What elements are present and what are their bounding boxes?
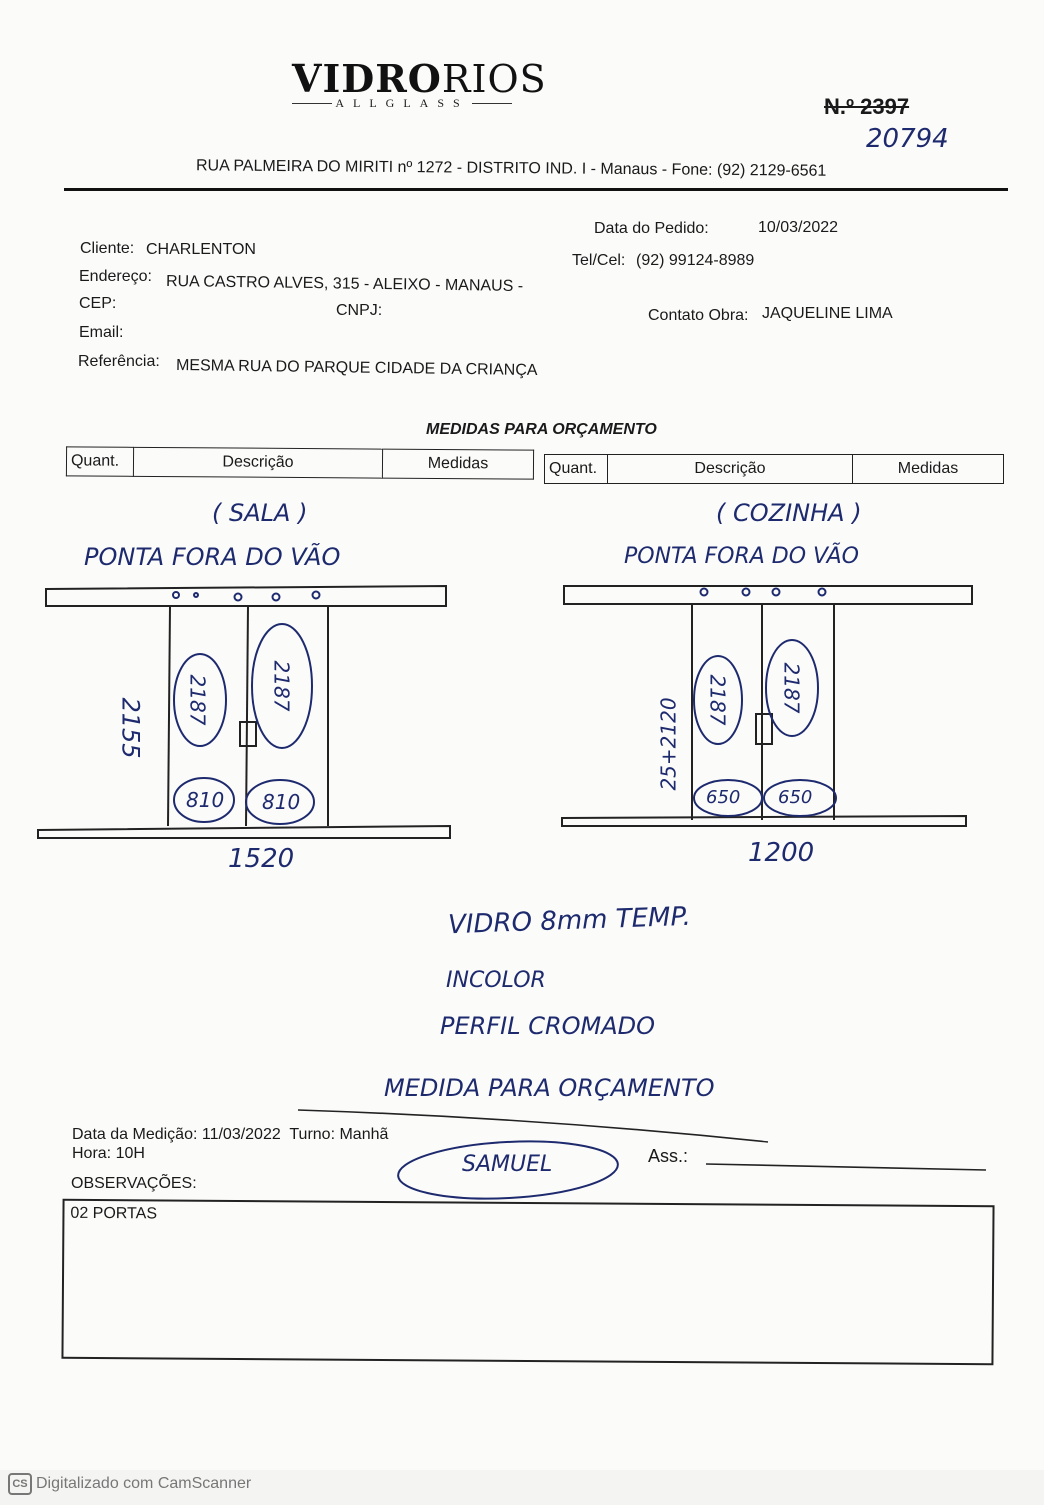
left-panel-width-2: 810	[262, 790, 301, 814]
left-room-label: ( SALA )	[212, 499, 308, 527]
quant-header: Quant.	[66, 447, 133, 476]
note-profile: PERFIL CROMADO	[440, 1012, 656, 1040]
right-panel-width-1: 650	[706, 787, 741, 808]
left-note: PONTA FORA DO VÃO	[84, 543, 341, 571]
quant-header: Quant.	[545, 455, 608, 484]
left-panel-width-1: 810	[186, 788, 225, 812]
address-value: RUA CASTRO ALVES, 315 - ALEIXO - MANAUS -	[165, 273, 524, 295]
note-color: INCOLOR	[446, 968, 546, 993]
left-height: 2155	[116, 697, 145, 759]
cep-label: CEP:	[79, 295, 117, 312]
note-budget: MEDIDA PARA ORÇAMENTO	[384, 1074, 715, 1102]
email-label: Email:	[79, 324, 124, 341]
reference-label: Referência:	[78, 353, 160, 370]
left-lock	[240, 722, 256, 746]
right-note: PONTA FORA DO VÃO	[624, 544, 859, 569]
measurement-date: Data da Medição: 11/03/2022 Turno: Manhã	[72, 1126, 389, 1143]
left-width: 1520	[228, 844, 295, 874]
right-panel-height-2: 2187	[779, 662, 804, 714]
site-contact-label: Contato Obra:	[648, 307, 749, 324]
phone-value: (92) 99124-8989	[636, 252, 755, 269]
right-bottom-rail	[562, 816, 966, 826]
observations-label: OBSERVAÇÕES:	[71, 1175, 197, 1192]
left-panel-height-2: 2187	[269, 660, 294, 712]
company-address: RUA PALMEIRA DO MIRITI nº 1272 - DISTRITO IND. I - Manaus - Fone: (92) 2129-6561	[195, 157, 827, 180]
logo-tagline: ALLGLASS	[292, 96, 512, 111]
right-lock	[756, 714, 772, 744]
description-header: Descrição	[133, 447, 382, 478]
signature: SAMUEL	[462, 1152, 553, 1177]
right-height: 25+2120	[656, 697, 681, 791]
observations-box	[61, 1199, 994, 1366]
measurement-time: Hora: 10H	[72, 1145, 145, 1162]
right-top-rail	[564, 586, 972, 604]
measures-header: Medidas	[853, 455, 1004, 484]
right-panel-height-1: 2187	[705, 674, 730, 726]
observations-text: 02 PORTAS	[70, 1204, 158, 1223]
section-title: MEDIDAS PARA ORÇAMENTO	[426, 421, 657, 438]
order-date-value: 10/03/2022	[758, 219, 839, 236]
address-label: Endereço:	[79, 268, 152, 285]
description-header: Descrição	[608, 455, 853, 484]
vidrorios-logo: VIDRORIOS	[292, 56, 547, 101]
right-panel-width-2: 650	[778, 787, 813, 808]
order-number-printed: N.º 2397	[824, 94, 910, 119]
signature-label: Ass.:	[648, 1146, 689, 1166]
right-room-label: ( COZINHA )	[716, 499, 862, 527]
camscanner-icon: CS	[8, 1473, 32, 1495]
left-panel-edge	[168, 606, 170, 826]
reference-value: MESMA RUA DO PARQUE CIDADE DA CRIANÇA	[175, 357, 538, 380]
order-number-handwritten: 20794	[866, 124, 949, 154]
measures-header: Medidas	[382, 449, 533, 479]
cnpj-label: CNPJ:	[336, 302, 383, 319]
phone-label: Tel/Cel:	[572, 252, 626, 269]
note-glass: VIDRO 8mm TEMP.	[447, 901, 692, 941]
site-contact-value: JAQUELINE LIMA	[762, 305, 893, 322]
client-value: CHARLENTON	[146, 241, 256, 258]
client-label: Cliente:	[80, 240, 135, 257]
order-date-label: Data do Pedido:	[594, 220, 709, 237]
left-panel-height-1: 2187	[185, 674, 210, 726]
left-top-rail	[46, 586, 446, 606]
scanner-footer: CS Digitalizado com CamScanner	[8, 1473, 251, 1495]
left-bottom-rail	[38, 826, 450, 838]
right-width: 1200	[748, 838, 815, 868]
